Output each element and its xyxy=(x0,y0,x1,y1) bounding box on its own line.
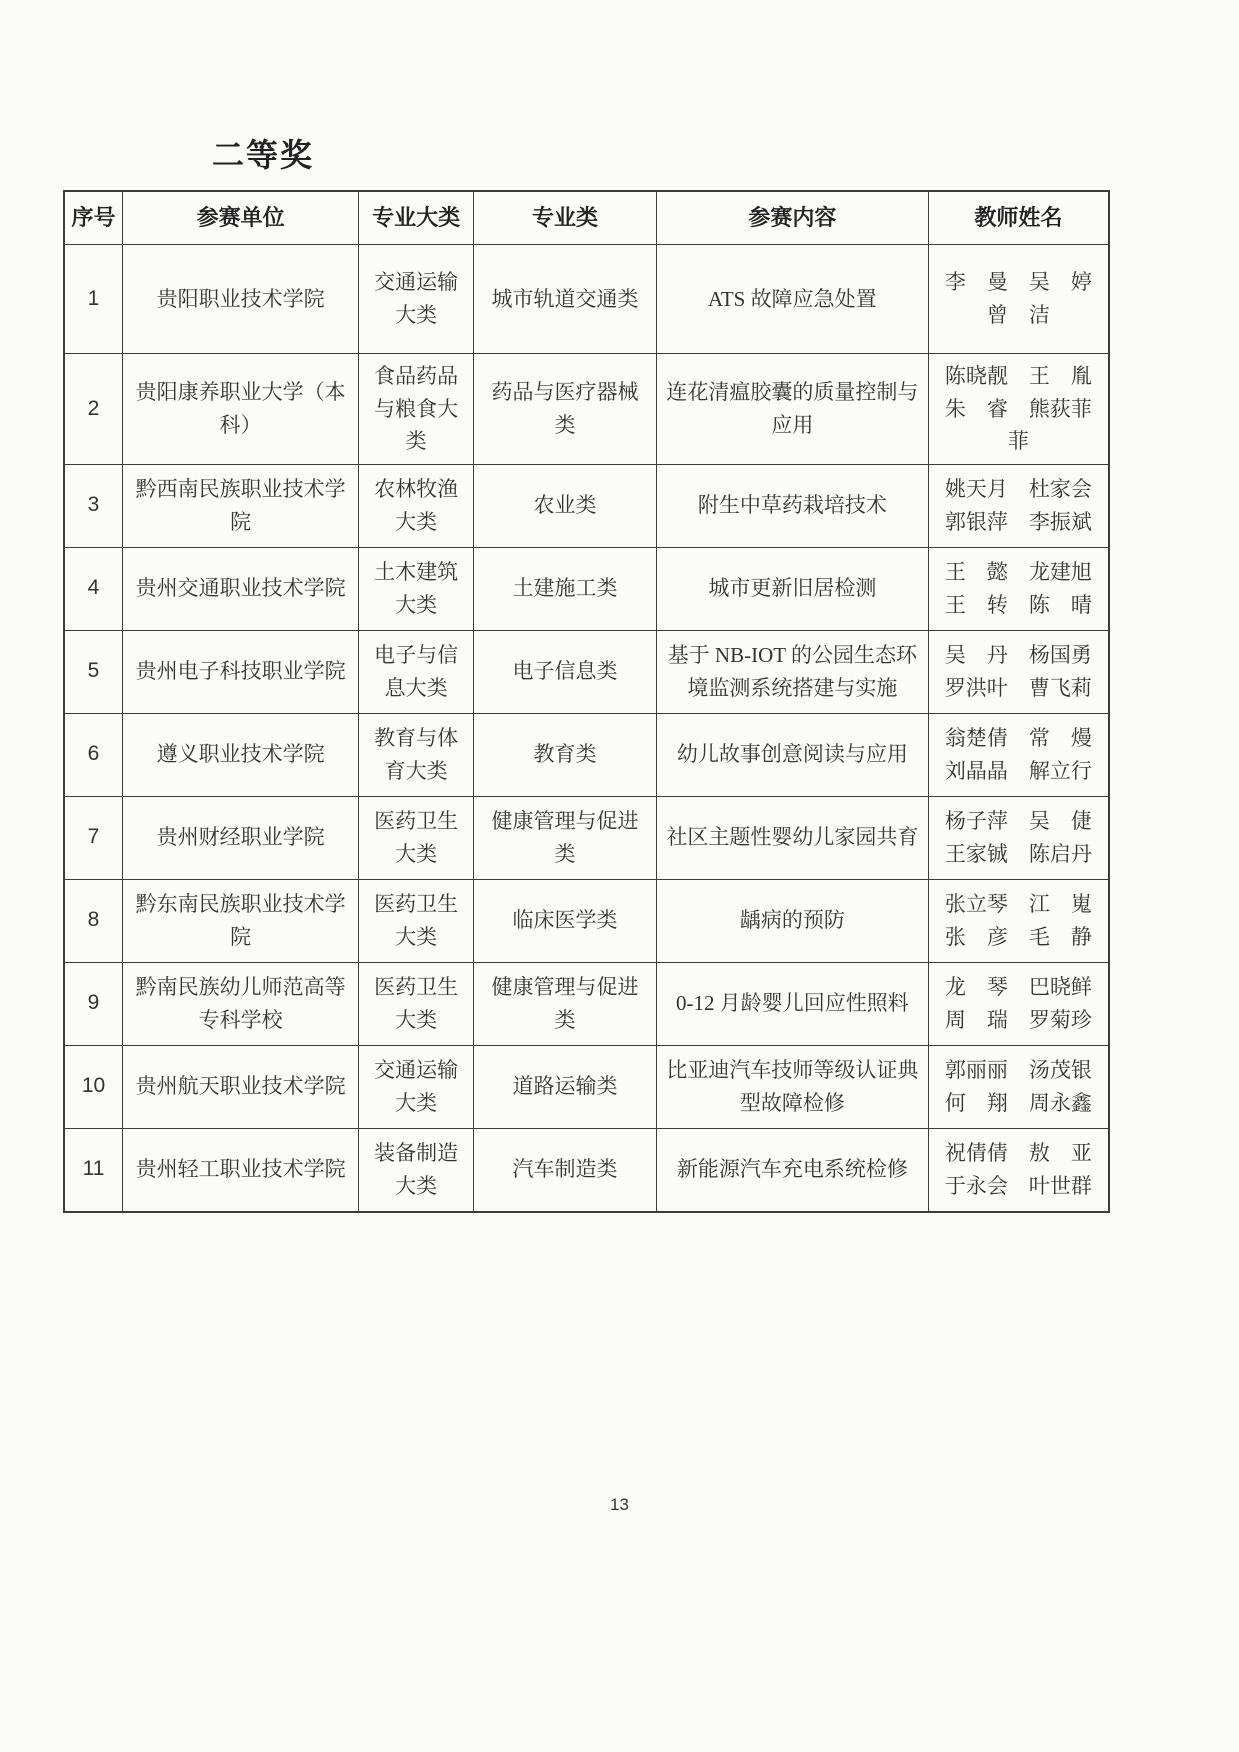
cell-major-class: 临床医学类 xyxy=(474,879,657,962)
cell-content: 连花清瘟胶囊的质量控制与应用 xyxy=(656,354,928,465)
teacher-line: 翁楚倩 常 熳 xyxy=(944,726,1092,751)
teacher-line: 龙 琴 巴晓鲜 xyxy=(944,975,1092,1000)
cell-teachers xyxy=(928,354,1109,465)
cell-unit: 贵州轻工职业技术学院 xyxy=(123,1128,359,1212)
cell-serial-number: 10 xyxy=(64,1045,123,1128)
cell-serial-number: 3 xyxy=(64,464,123,547)
cell-teachers xyxy=(928,796,1109,879)
cell-unit: 贵州财经职业学院 xyxy=(123,796,359,879)
cell-unit: 贵阳职业技术学院 xyxy=(123,245,359,354)
teacher-line: 郭银萍 李振斌 xyxy=(944,509,1092,534)
page-number: 13 xyxy=(610,1495,629,1514)
teacher-line: 姚天月 杜家会 xyxy=(944,477,1092,502)
table-row xyxy=(64,796,1109,879)
teacher-line: 吴 丹 杨国勇 xyxy=(944,643,1092,668)
cell-teachers xyxy=(928,464,1109,547)
teacher-line: 张 彦 毛 静 xyxy=(944,924,1092,949)
table-row xyxy=(64,962,1109,1045)
cell-unit: 贵阳康养职业大学（本科） xyxy=(123,354,359,465)
cell-content: 0-12 月龄婴儿回应性照料 xyxy=(656,962,928,1045)
cell-teachers xyxy=(928,245,1109,354)
table-row xyxy=(64,245,1109,354)
cell-major-category: 交通运输大类 xyxy=(359,1045,474,1128)
teacher-line: 杨子萍 吴 倢 xyxy=(944,809,1092,834)
cell-major-category: 电子与信息大类 xyxy=(359,630,474,713)
cell-teachers xyxy=(928,1045,1109,1128)
cell-major-class: 农业类 xyxy=(474,464,657,547)
cell-major-category: 装备制造大类 xyxy=(359,1128,474,1212)
header-teacher-names: 教师姓名 xyxy=(928,191,1109,245)
teacher-line: 罗洪叶 曹飞莉 xyxy=(944,675,1092,700)
cell-major-class: 道路运输类 xyxy=(474,1045,657,1128)
cell-major-category: 教育与体育大类 xyxy=(359,713,474,796)
header-serial-number: 序号 xyxy=(64,191,123,245)
cell-major-category: 医药卫生大类 xyxy=(359,879,474,962)
table-row xyxy=(64,547,1109,630)
cell-unit: 黔东南民族职业技术学院 xyxy=(123,879,359,962)
table-header xyxy=(64,191,1109,245)
cell-major-class: 电子信息类 xyxy=(474,630,657,713)
cell-major-class: 健康管理与促进类 xyxy=(474,962,657,1045)
teacher-line: 王家铖 陈启丹 xyxy=(944,841,1092,866)
teacher-line: 王 懿 龙建旭 xyxy=(944,560,1092,585)
table-row xyxy=(64,1128,1109,1212)
cell-content: ATS 故障应急处置 xyxy=(656,245,928,354)
cell-major-category: 土木建筑大类 xyxy=(359,547,474,630)
cell-major-category: 医药卫生大类 xyxy=(359,796,474,879)
teacher-line: 周 瑞 罗菊珍 xyxy=(944,1007,1092,1032)
cell-content: 新能源汽车充电系统检修 xyxy=(656,1128,928,1212)
awards-table xyxy=(63,190,1110,1213)
cell-major-category: 医药卫生大类 xyxy=(359,962,474,1045)
table-row xyxy=(64,1045,1109,1128)
table-row xyxy=(64,464,1109,547)
cell-teachers xyxy=(928,1128,1109,1212)
cell-content: 龋病的预防 xyxy=(656,879,928,962)
table-row xyxy=(64,354,1109,465)
cell-teachers xyxy=(928,547,1109,630)
header-content: 参赛内容 xyxy=(656,191,928,245)
table-row xyxy=(64,879,1109,962)
cell-unit: 贵州电子科技职业学院 xyxy=(123,630,359,713)
table-row xyxy=(64,713,1109,796)
teacher-line: 张立琴 江 嵬 xyxy=(944,892,1092,917)
teacher-line: 何 翔 周永鑫 xyxy=(944,1090,1092,1115)
teacher-line: 李 曼 吴 婷 xyxy=(944,270,1092,295)
cell-unit: 贵州航天职业技术学院 xyxy=(123,1045,359,1128)
cell-content: 城市更新旧居检测 xyxy=(656,547,928,630)
cell-serial-number: 11 xyxy=(64,1128,123,1212)
cell-serial-number: 1 xyxy=(64,245,123,354)
teacher-line: 曾 洁 xyxy=(986,303,1050,327)
cell-teachers xyxy=(928,713,1109,796)
cell-unit: 遵义职业技术学院 xyxy=(123,713,359,796)
header-unit: 参赛单位 xyxy=(123,191,359,245)
cell-major-class: 汽车制造类 xyxy=(474,1128,657,1212)
teacher-line: 陈晓靓 王 胤 xyxy=(944,364,1092,388)
teacher-line: 刘晶晶 解立行 xyxy=(944,758,1092,783)
cell-serial-number: 9 xyxy=(64,962,123,1045)
cell-serial-number: 5 xyxy=(64,630,123,713)
cell-major-class: 土建施工类 xyxy=(474,547,657,630)
cell-major-category: 食品药品与粮食大类 xyxy=(359,354,474,465)
teacher-line: 郭丽丽 汤茂银 xyxy=(944,1058,1092,1083)
cell-content: 社区主题性婴幼儿家园共育 xyxy=(656,796,928,879)
cell-serial-number: 4 xyxy=(64,547,123,630)
cell-teachers xyxy=(928,879,1109,962)
teacher-line: 于永会 叶世群 xyxy=(944,1173,1092,1198)
cell-serial-number: 2 xyxy=(64,354,123,465)
cell-content: 附生中草药栽培技术 xyxy=(656,464,928,547)
cell-serial-number: 6 xyxy=(64,713,123,796)
page-title: 二等奖 xyxy=(212,137,315,173)
teacher-line: 祝倩倩 敖 亚 xyxy=(944,1141,1092,1166)
cell-major-class: 药品与医疗器械类 xyxy=(474,354,657,465)
header-major-category: 专业大类 xyxy=(359,191,474,245)
cell-major-class: 教育类 xyxy=(474,713,657,796)
cell-teachers xyxy=(928,962,1109,1045)
cell-unit: 黔南民族幼儿师范高等专科学校 xyxy=(123,962,359,1045)
cell-unit: 黔西南民族职业技术学院 xyxy=(123,464,359,547)
cell-serial-number: 8 xyxy=(64,879,123,962)
cell-content: 基于 NB-IOT 的公园生态环境监测系统搭建与实施 xyxy=(656,630,928,713)
header-major-class: 专业类 xyxy=(474,191,657,245)
cell-content: 比亚迪汽车技师等级认证典型故障检修 xyxy=(656,1045,928,1128)
cell-content: 幼儿故事创意阅读与应用 xyxy=(656,713,928,796)
cell-major-class: 城市轨道交通类 xyxy=(474,245,657,354)
table-row xyxy=(64,630,1109,713)
cell-teachers xyxy=(928,630,1109,713)
teacher-line: 朱 睿 熊荻菲菲 xyxy=(944,396,1092,454)
cell-major-class: 健康管理与促进类 xyxy=(474,796,657,879)
cell-major-category: 交通运输大类 xyxy=(359,245,474,354)
cell-major-category: 农林牧渔大类 xyxy=(359,464,474,547)
cell-serial-number: 7 xyxy=(64,796,123,879)
cell-unit: 贵州交通职业技术学院 xyxy=(123,547,359,630)
teacher-line: 王 转 陈 晴 xyxy=(944,592,1092,617)
